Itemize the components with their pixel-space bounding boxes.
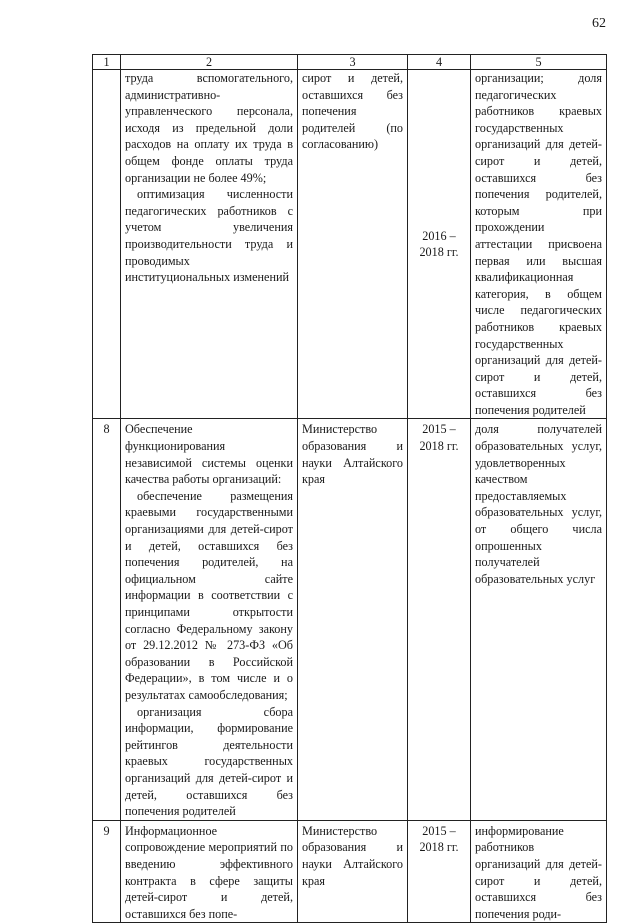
measure-text: труда вспомогательного, административно-управленческого персонала, исходя из предельной доли расходов на оплату их труда в общем фонде оплаты труда организации не более 49%;: [125, 71, 293, 185]
measure-cell: [121, 820, 298, 923]
header-cell-4: 4: [408, 55, 471, 70]
table-header-row: [93, 55, 607, 70]
measure-cell: [121, 419, 298, 820]
header-cell-1: 1: [93, 55, 121, 70]
indicator-cell: информирование работников организаций для детей-сирот и детей, оставшихся без попечения роди-: [471, 820, 607, 923]
table-row: [93, 70, 607, 419]
row-number: [93, 70, 121, 419]
row-number: 8: [93, 419, 121, 820]
measure-text: обеспечение размещения краевыми государственными организациями для детей-сирот и детей, оставшихся без попечения родителей, на официальном сайте информации в соответствии с принципами открытости согласно Федеральному закону от 29.12.2012 № 273-ФЗ «Об образовании в Российской Федерации», в том числе и о результатах самообследования;: [125, 488, 293, 702]
measure-text: организация сбора информации, формирование рейтингов деятельности краевых государственных организаций для детей-сирот и детей, оставшихся без попечения родителей: [125, 704, 293, 819]
table-row: [93, 419, 607, 820]
executor-cell: сирот и детей, оставшихся без попечения родителей (по согласованию): [298, 70, 408, 419]
measure-text: Обеспечение функционирования независимой системы оценки качества работы организаций:: [125, 422, 293, 487]
header-cell-2: 2: [121, 55, 298, 70]
measure-text: Информационное сопровождение мероприятий по введению эффективного контракта в сфере защиты детей-сирот и детей, оставшихся без попе-: [125, 823, 293, 921]
measure-cell: [121, 70, 298, 419]
row-number: 9: [93, 820, 121, 923]
page-number: 62: [592, 16, 606, 31]
period-cell: 2015 – 2018 гг.: [408, 419, 471, 820]
period-cell: 2016 – 2018 гг.: [408, 70, 471, 419]
executor-cell: Министерство образования и науки Алтайского края: [298, 419, 408, 820]
executor-cell: Министерство образования и науки Алтайского края: [298, 820, 408, 923]
table-row: [93, 820, 607, 923]
header-cell-3: 3: [298, 55, 408, 70]
measure-text: оптимизация численности педагогических работников с учетом увеличения производительности труда и проводимых институциональных изменений: [125, 187, 293, 285]
period-cell: 2015 – 2018 гг.: [408, 820, 471, 923]
indicator-cell: доля получателей образовательных услуг, удовлетворенных качеством предоставляемых образовательных услуг, от общего числа опрошенных получателей образовательных услуг: [471, 419, 607, 820]
header-cell-5: 5: [471, 55, 607, 70]
measures-table: [92, 54, 607, 923]
indicator-cell: организации; доля педагогических работников краевых государственных организаций для детей-сирот и детей, оставшихся без попечения родителей, которым при прохождении аттестации присвоена первая или высшая квалификационная категория, в общем числе педагогических работников краевых государственных организаций для детей-сирот и детей, оставшихся без попечения родителей: [471, 70, 607, 419]
